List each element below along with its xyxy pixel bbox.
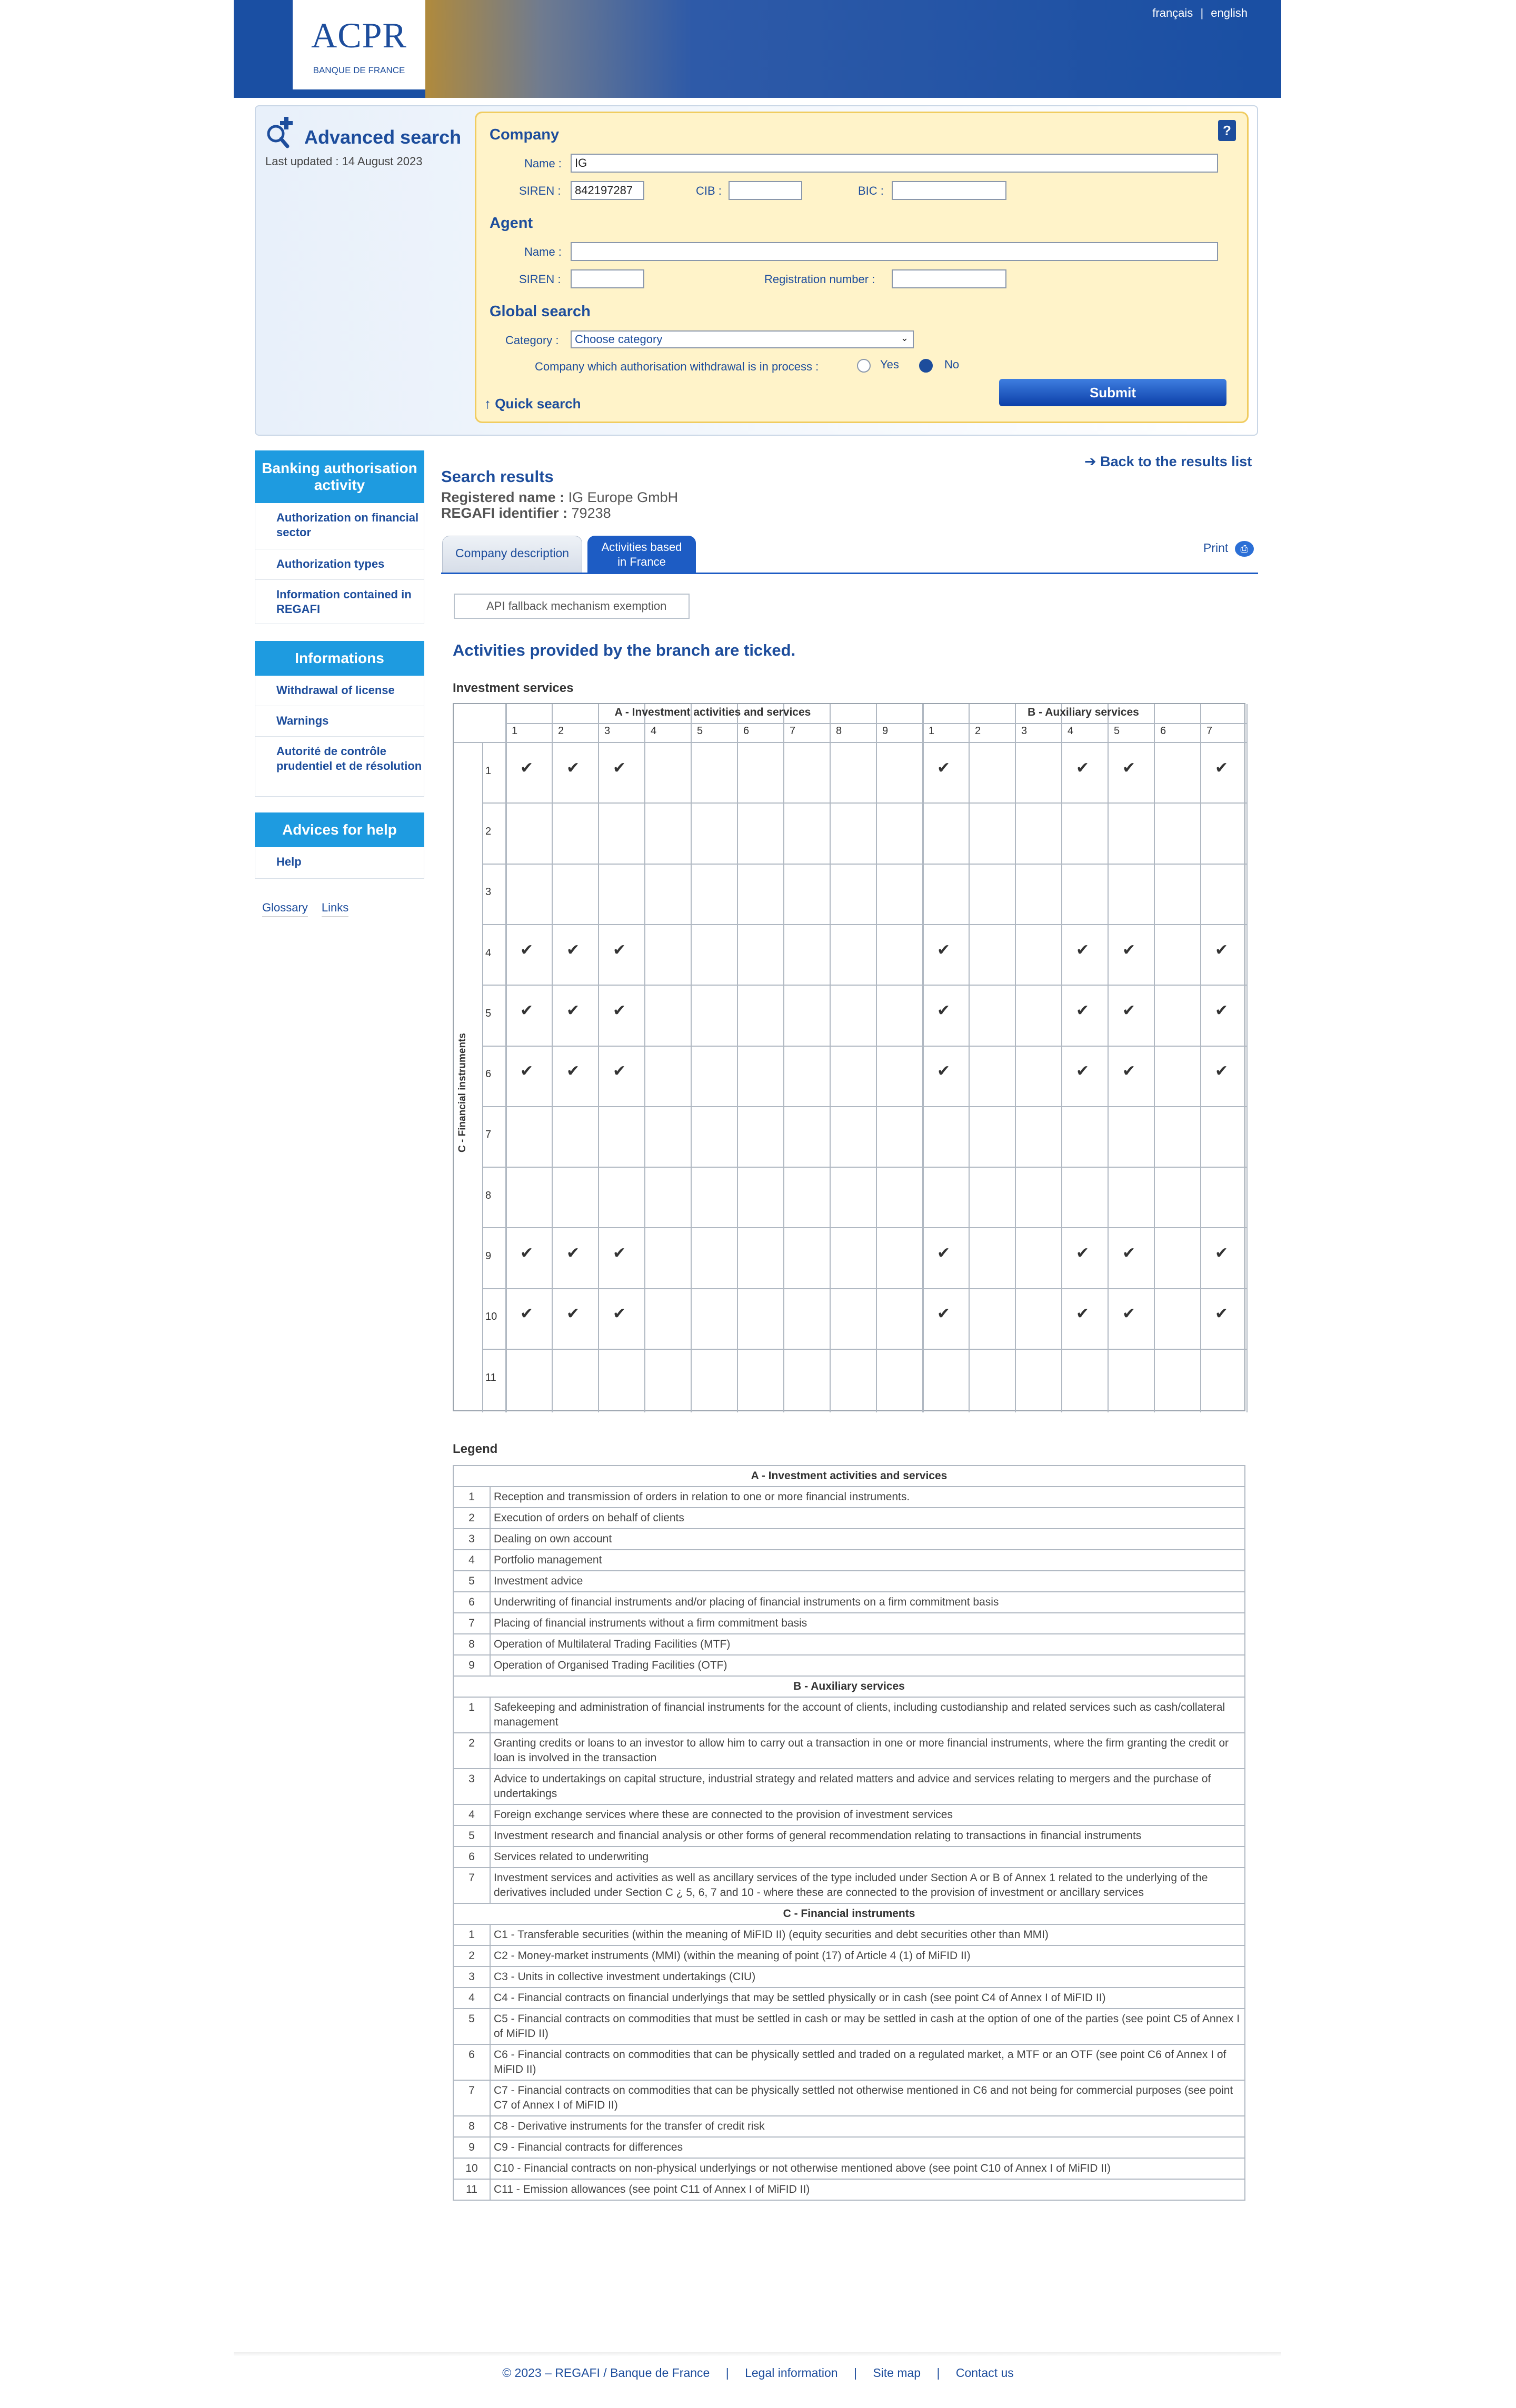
- links-link[interactable]: Links: [322, 901, 348, 917]
- grid-group-a-header: A - Investment activities and services: [614, 706, 811, 718]
- site-footer: [0, 2366, 1516, 2380]
- quick-search-label: Quick search: [495, 396, 581, 412]
- bic-input[interactable]: [892, 181, 1006, 200]
- tick-mark: ✔: [520, 1245, 534, 1262]
- last-updated: Last updated : 14 August 2023: [265, 155, 423, 168]
- grid-hline: [482, 1288, 1246, 1289]
- legend-description: C7 - Financial contracts on commodities that can be physically settled not otherwise mentioned in C6 and not being for commercial purposes (see point C7 of Annex I of MiFID II): [490, 2080, 1245, 2116]
- legend-row: [453, 1571, 1245, 1592]
- legend-row: [453, 1825, 1245, 1847]
- regafi-id: 79238: [571, 505, 611, 521]
- legend-description: C5 - Financial contracts on commodities that must be settled in cash or may be settled in cash at the option of one of the parties (see point C5 of Annex I of MiFID II): [490, 2009, 1245, 2044]
- grid-col-b-3: 3: [1021, 725, 1028, 737]
- grid-row-3: 3: [485, 886, 492, 898]
- sidebar-help-list: [255, 847, 424, 879]
- legend-row: [453, 2080, 1245, 2116]
- sidebar-item-warnings[interactable]: Warnings: [255, 706, 424, 737]
- tick-mark: ✔: [1215, 1305, 1229, 1323]
- grid-hline: [454, 742, 1246, 743]
- grid-col-a-7: 7: [790, 725, 796, 737]
- legend-number: 2: [453, 1733, 490, 1769]
- grid-hline: [482, 985, 1246, 986]
- tick-mark: ✔: [937, 941, 951, 959]
- legend-description: Granting credits or loans to an investor to allow him to carry out a transaction in one or more financial instruments, where the firm granting the credit or loan is involved in the transaction: [490, 1733, 1245, 1769]
- agent-siren-input[interactable]: [571, 269, 644, 288]
- help-button[interactable]: ?: [1218, 120, 1236, 141]
- grid-col-b-1: 1: [929, 725, 935, 737]
- sidebar-item-authorization[interactable]: Authorization on financial sector: [255, 503, 424, 549]
- magnifier-plus-icon: [264, 116, 296, 148]
- legend-description: C3 - Units in collective investment undertakings (CIU): [490, 1966, 1245, 1988]
- legend-row: [453, 2116, 1245, 2137]
- tick-mark: ✔: [937, 1245, 951, 1262]
- footer-legal-link[interactable]: Legal information: [745, 2366, 838, 2380]
- tick-mark: ✔: [1076, 941, 1090, 959]
- legend-section-row: [453, 1903, 1245, 1924]
- legend-number: 4: [453, 1550, 490, 1571]
- grid-vline: [1015, 704, 1016, 1412]
- tick-mark: ✔: [1076, 1062, 1090, 1080]
- tick-mark: ✔: [613, 1001, 626, 1019]
- category-label: Category :: [505, 334, 559, 347]
- legend-number: 5: [453, 1825, 490, 1847]
- grid-col-a-9: 9: [882, 725, 889, 737]
- grid-hline: [482, 1046, 1246, 1047]
- legend-row: [453, 1508, 1245, 1529]
- legend-number: 4: [453, 1988, 490, 2009]
- legend-description: Investment research and financial analysis or other forms of general recommendation relating to transactions in financial instruments: [490, 1825, 1245, 1847]
- footer-separator: |: [936, 2366, 940, 2380]
- tab2-line1: Activities based: [601, 540, 682, 554]
- tick-mark: ✔: [520, 1001, 534, 1019]
- legend-row: [453, 2009, 1245, 2044]
- registered-name-label: Registered name :: [441, 489, 565, 505]
- legend-number: 6: [453, 1592, 490, 1613]
- legend-section-heading: A - Investment activities and services: [453, 1466, 1245, 1487]
- tick-mark: ✔: [613, 759, 626, 777]
- cib-input[interactable]: [729, 181, 802, 200]
- legend-number: 7: [453, 1868, 490, 1903]
- grid-row-7: 7: [485, 1129, 492, 1141]
- tick-mark: ✔: [937, 1001, 951, 1019]
- grid-col-a-2: 2: [558, 725, 564, 737]
- legend-description: Placing of financial instruments without a firm commitment basis: [490, 1613, 1245, 1634]
- grid-vline: [830, 704, 831, 1412]
- grid-vline: [922, 704, 924, 1412]
- glossary-links: [262, 901, 348, 915]
- sidebar-info-heading: Informations: [255, 641, 424, 676]
- legend-row: [453, 1988, 1245, 2009]
- footer-sitemap-link[interactable]: Site map: [873, 2366, 921, 2380]
- glossary-link[interactable]: Glossary: [262, 901, 308, 917]
- lang-separator: |: [1200, 6, 1204, 19]
- legend-row: [453, 1966, 1245, 1988]
- legend-description: Safekeeping and administration of financial instruments for the account of clients, including custodianship and related services such as cash/collateral management: [490, 1697, 1245, 1733]
- legend-number: 7: [453, 2080, 490, 2116]
- grid-hline: [482, 864, 1246, 865]
- grid-row-5: 5: [485, 1007, 492, 1019]
- no-label: No: [944, 358, 960, 371]
- grid-row-1: 1: [485, 765, 492, 777]
- search-results-title: Search results: [441, 467, 554, 486]
- legend-number: 3: [453, 1529, 490, 1550]
- tick-mark: ✔: [1215, 759, 1229, 777]
- legend-row: [453, 1945, 1245, 1966]
- registered-name: IG Europe GmbH: [568, 489, 679, 505]
- grid-vline: [1061, 704, 1062, 1412]
- legend-description: Investment advice: [490, 1571, 1245, 1592]
- printer-icon: ⎙: [1235, 541, 1254, 557]
- legend-description: Dealing on own account: [490, 1529, 1245, 1550]
- grid-vline: [1200, 704, 1201, 1412]
- tick-mark: ✔: [1122, 941, 1136, 959]
- legend-section-row: [453, 1466, 1245, 1487]
- sidebar-item-withdrawal[interactable]: Withdrawal of license: [255, 676, 424, 706]
- legend-row: [453, 1769, 1245, 1804]
- legend-row: [453, 1868, 1245, 1903]
- agent-heading: Agent: [490, 215, 533, 232]
- tick-mark: ✔: [1076, 1305, 1090, 1323]
- print-button[interactable]: [1203, 541, 1254, 557]
- legend-number: 8: [453, 1634, 490, 1655]
- legend-description: Services related to underwriting: [490, 1847, 1245, 1868]
- financial-instruments-axis-label: C - Financial instruments: [457, 1033, 468, 1152]
- legend-number: 2: [453, 1945, 490, 1966]
- footer-copyright[interactable]: © 2023 – REGAFI / Banque de France: [502, 2366, 710, 2380]
- sidebar-info-list: [255, 676, 424, 797]
- grid-row-4: 4: [485, 947, 492, 959]
- tick-mark: ✔: [1215, 1245, 1229, 1262]
- legend-section-heading: B - Auxiliary services: [453, 1676, 1245, 1697]
- legend-description: Investment services and activities as well as ancillary services of the type included under Section A or B of Annex 1 related to the underlying of the derivatives included under Section C ¿ 5, 6, 7 and 10 - where these are connected to the provision of investment or ancillary services: [490, 1868, 1245, 1903]
- tick-mark: ✔: [937, 759, 951, 777]
- legend-description: Advice to undertakings on capital structure, industrial strategy and related matters and advice and services relating to mergers and the purchase of undertakings: [490, 1769, 1245, 1804]
- tick-mark: ✔: [566, 941, 580, 959]
- legend-row: [453, 1804, 1245, 1825]
- tick-mark: ✔: [566, 1305, 580, 1323]
- sidebar-banking-heading: Banking authorisation activity: [255, 450, 424, 503]
- grid-hline: [482, 1227, 1246, 1228]
- grid-col-a-1: 1: [512, 725, 518, 737]
- grid-col-a-8: 8: [836, 725, 842, 737]
- registration-number-label: Registration number :: [764, 273, 875, 286]
- cib-label: CIB :: [696, 184, 722, 197]
- footer-separator: |: [725, 2366, 729, 2380]
- tick-mark: ✔: [520, 1305, 534, 1323]
- arrow-right-icon: ➔: [1084, 454, 1096, 469]
- grid-col-b-7: 7: [1206, 725, 1213, 737]
- sidebar-item-regafi-info[interactable]: Information contained in REGAFI: [276, 588, 412, 616]
- legend-row: [453, 1847, 1245, 1868]
- grid-vline: [1246, 704, 1248, 1412]
- legend-number: 9: [453, 1655, 490, 1676]
- grid-vline: [876, 704, 877, 1412]
- tick-mark: ✔: [566, 1001, 580, 1019]
- grid-col-a-3: 3: [604, 725, 611, 737]
- legend-row: [453, 1655, 1245, 1676]
- grid-hline: [482, 1349, 1246, 1350]
- tick-mark: ✔: [1076, 759, 1090, 777]
- grid-hline: [482, 802, 1246, 804]
- legend-description: Execution of orders on behalf of clients: [490, 1508, 1245, 1529]
- chevron-down-icon: ⌄: [900, 333, 909, 343]
- submit-button[interactable]: Submit: [999, 379, 1226, 406]
- legend-description: C9 - Financial contracts for differences: [490, 2137, 1245, 2158]
- legend-number: 11: [453, 2179, 490, 2200]
- grid-vline: [969, 704, 970, 1412]
- tick-mark: ✔: [566, 1062, 580, 1080]
- tick-mark: ✔: [1076, 1245, 1090, 1262]
- legend-description: Underwriting of financial instruments and/or placing of financial instruments on a firm commitment basis: [490, 1592, 1245, 1613]
- legend-number: 3: [453, 1769, 490, 1804]
- sidebar-help-heading: Advices for help: [255, 812, 424, 847]
- tick-mark: ✔: [613, 941, 626, 959]
- language-switcher: [1152, 6, 1248, 20]
- yes-label: Yes: [880, 358, 899, 371]
- grid-hline: [482, 1167, 1246, 1168]
- regafi-id-label: REGAFI identifier :: [441, 505, 568, 521]
- arrow-up-icon: ↑: [484, 396, 491, 412]
- footer-separator: |: [853, 2366, 857, 2380]
- tick-mark: ✔: [566, 1245, 580, 1262]
- legend-section-heading: C - Financial instruments: [453, 1903, 1245, 1924]
- api-exemption-box: API fallback mechanism exemption: [454, 594, 690, 619]
- legend-row: [453, 1487, 1245, 1508]
- legend-description: Reception and transmission of orders in relation to one or more financial instruments.: [490, 1487, 1245, 1508]
- legend-number: 8: [453, 2116, 490, 2137]
- tick-mark: ✔: [937, 1062, 951, 1080]
- agent-name-input[interactable]: [571, 242, 1218, 261]
- grid-vline: [691, 704, 692, 1412]
- tick-mark: ✔: [1122, 1305, 1136, 1323]
- tick-mark: ✔: [1076, 1001, 1090, 1019]
- tick-mark: ✔: [613, 1245, 626, 1262]
- footer-divider: [234, 2352, 1281, 2356]
- tick-mark: ✔: [520, 759, 534, 777]
- grid-vline: [552, 704, 553, 1412]
- grid-hline: [505, 723, 1246, 724]
- grid-row-10: 10: [485, 1311, 497, 1323]
- tick-mark: ✔: [1215, 1001, 1229, 1019]
- agent-siren-label: SIREN :: [519, 273, 561, 286]
- legend-number: 1: [453, 1697, 490, 1733]
- legend-row: [453, 1697, 1245, 1733]
- grid-vline: [598, 704, 599, 1412]
- grid-group-b-header: B - Auxiliary services: [1028, 706, 1139, 718]
- grid-col-b-2: 2: [975, 725, 981, 737]
- legend-row: [453, 1634, 1245, 1655]
- sidebar-banking-list: [255, 503, 424, 624]
- legend-number: 9: [453, 2137, 490, 2158]
- bic-label: BIC :: [858, 184, 884, 197]
- grid-vline: [644, 704, 645, 1412]
- legend-row: [453, 2137, 1245, 2158]
- tick-mark: ✔: [937, 1305, 951, 1323]
- legend-description: C11 - Emission allowances (see point C11 of Annex I of MiFID II): [490, 2179, 1245, 2200]
- back-label: Back to the results list: [1100, 454, 1252, 469]
- legend-row: [453, 1592, 1245, 1613]
- legend-description: Foreign exchange services where these are connected to the provision of investment services: [490, 1804, 1245, 1825]
- registration-info: [441, 489, 678, 521]
- grid-hline: [482, 924, 1246, 925]
- grid-vline: [1108, 704, 1109, 1412]
- footer-contact-link[interactable]: Contact us: [955, 2366, 1014, 2380]
- legend-description: C1 - Transferable securities (within the meaning of MiFID II) (equity securities and debt securities other than MMI): [490, 1924, 1245, 1945]
- tick-mark: ✔: [1215, 941, 1229, 959]
- legend-number: 1: [453, 1487, 490, 1508]
- grid-col-b-6: 6: [1160, 725, 1166, 737]
- grid-row-8: 8: [485, 1189, 492, 1201]
- registration-number-input[interactable]: [892, 269, 1006, 288]
- logo-text: ACPR: [311, 15, 407, 55]
- company-siren-input[interactable]: 842197287: [571, 181, 644, 200]
- legend-description: C6 - Financial contracts on commodities that can be physically settled and traded on a regulated market, a MTF or an OTF (see point C6 of Annex I of MiFID II): [490, 2044, 1245, 2080]
- logo-subtitle: BANQUE DE FRANCE: [313, 65, 405, 75]
- grid-hline: [482, 1106, 1246, 1107]
- activities-title: Activities provided by the branch are ticked.: [453, 641, 796, 659]
- legend-number: 3: [453, 1966, 490, 1988]
- grid-row-2: 2: [485, 825, 492, 837]
- tab2-line2: in France: [617, 555, 666, 568]
- global-search-heading: Global search: [490, 303, 591, 320]
- legend-row: [453, 2158, 1245, 2179]
- category-select[interactable]: [571, 330, 914, 348]
- legend-description: C4 - Financial contracts on financial underlyings that may be settled physically or in cash (see point C4 of Annex I of MiFID II): [490, 1988, 1245, 2009]
- agent-name-label: Name :: [524, 245, 562, 258]
- legend-number: 10: [453, 2158, 490, 2179]
- legend-number: 4: [453, 1804, 490, 1825]
- legend-number: 1: [453, 1924, 490, 1945]
- legend-number: 6: [453, 2044, 490, 2080]
- company-name-label: Name :: [524, 157, 562, 170]
- grid-vline: [783, 704, 784, 1412]
- withdrawal-label: Company which authorisation withdrawal is in process :: [535, 360, 819, 373]
- company-siren-label: SIREN :: [519, 184, 561, 197]
- tick-mark: ✔: [1122, 1245, 1136, 1262]
- tick-mark: ✔: [566, 759, 580, 777]
- legend-description: C8 - Derivative instruments for the transfer of credit risk: [490, 2116, 1245, 2137]
- sidebar-item-authorization-types[interactable]: Authorization types: [255, 549, 424, 580]
- company-name-input[interactable]: IG: [571, 154, 1218, 173]
- legend-number: 7: [453, 1613, 490, 1634]
- legend-number: 2: [453, 1508, 490, 1529]
- legend-number: 5: [453, 1571, 490, 1592]
- legend-number: 6: [453, 1847, 490, 1868]
- category-selected: Choose category: [575, 333, 663, 346]
- legend-description: Portfolio management: [490, 1550, 1245, 1571]
- legend-number: 5: [453, 2009, 490, 2044]
- legend-description: Operation of Multilateral Trading Facilities (MTF): [490, 1634, 1245, 1655]
- header-banner-image: [425, 0, 1260, 98]
- legend-table: [453, 1465, 1245, 2201]
- grid-col-a-4: 4: [651, 725, 657, 737]
- grid-vline: [1154, 704, 1155, 1412]
- sidebar-item-help[interactable]: Help: [276, 855, 302, 868]
- grid-row-11: 11: [485, 1371, 496, 1383]
- legend-description: C2 - Money-market instruments (MMI) (within the meaning of point (17) of Article 4 (1) of MiFID II): [490, 1945, 1245, 1966]
- withdrawal-no-radio[interactable]: [919, 359, 933, 373]
- legend-section-row: [453, 1676, 1245, 1697]
- tab-activities-france[interactable]: [587, 536, 696, 574]
- tick-mark: ✔: [1122, 1001, 1136, 1019]
- tick-mark: ✔: [1122, 1062, 1136, 1080]
- grid-row-6: 6: [485, 1068, 492, 1080]
- tab-company-description[interactable]: Company description: [442, 536, 582, 574]
- legend-row: [453, 1550, 1245, 1571]
- tick-mark: ✔: [520, 941, 534, 959]
- print-label: Print: [1203, 541, 1229, 555]
- tick-mark: ✔: [1215, 1062, 1229, 1080]
- advanced-search-title: Advanced search: [304, 126, 462, 148]
- tick-mark: ✔: [1122, 759, 1136, 777]
- grid-col-b-4: 4: [1068, 725, 1074, 737]
- legend-row: [453, 2044, 1245, 2080]
- back-to-results-link[interactable]: [1084, 454, 1252, 470]
- investment-services-label: Investment services: [453, 681, 574, 695]
- company-heading: Company: [490, 126, 560, 143]
- legend-row: [453, 1924, 1245, 1945]
- legend-title: Legend: [453, 1442, 498, 1456]
- lang-en-link[interactable]: english: [1211, 6, 1248, 19]
- sidebar-item-acpr[interactable]: Autorité de contrôle prudentiel et de résolution: [276, 745, 422, 772]
- tick-mark: ✔: [613, 1305, 626, 1323]
- quick-search-link[interactable]: [484, 396, 581, 412]
- tick-mark: ✔: [613, 1062, 626, 1080]
- grid-row-9: 9: [485, 1250, 492, 1262]
- legend-row: [453, 2179, 1245, 2200]
- grid-vline: [482, 742, 483, 1412]
- grid-col-b-5: 5: [1114, 725, 1120, 737]
- legend-description: C10 - Financial contracts on non-physical underlyings or not otherwise mentioned above (see point C10 of Annex I of MiFID II): [490, 2158, 1245, 2179]
- legend-row: [453, 1733, 1245, 1769]
- legend-row: [453, 1529, 1245, 1550]
- legend-row: [453, 1613, 1245, 1634]
- lang-fr-link[interactable]: français: [1152, 6, 1193, 19]
- tab-underline: [441, 573, 1258, 574]
- grid-vline: [737, 704, 738, 1412]
- grid-col-a-6: 6: [743, 725, 750, 737]
- tick-mark: ✔: [520, 1062, 534, 1080]
- legend-description: Operation of Organised Trading Facilities (OTF): [490, 1655, 1245, 1676]
- grid-col-a-5: 5: [697, 725, 703, 737]
- withdrawal-yes-radio[interactable]: [857, 359, 871, 373]
- grid-vline: [505, 704, 507, 1412]
